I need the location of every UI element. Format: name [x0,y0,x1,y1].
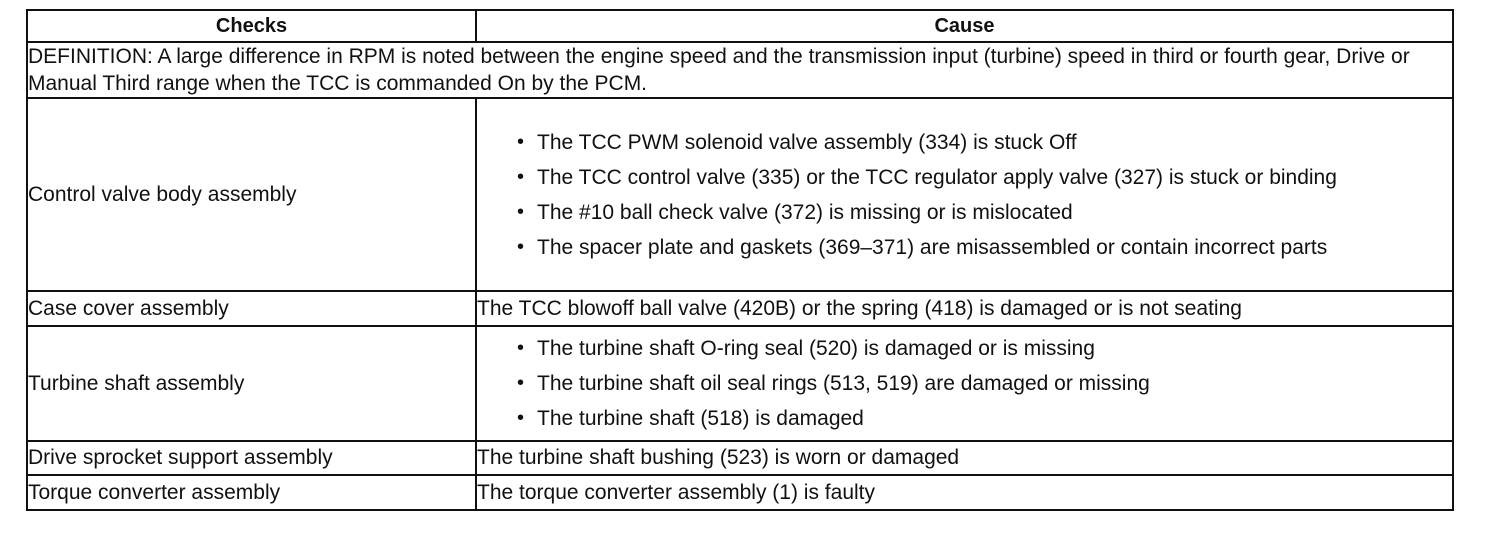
cause-cell: The turbine shaft bushing (523) is worn or damaged [476,441,1453,475]
cause-header: Cause [476,10,1453,42]
check-cell: Case cover assembly [27,291,476,326]
check-cell: Control valve body assembly [27,98,476,291]
cause-item: • The spacer plate and gaskets (369–371) are misassembled or contain incorrect parts [511,230,1446,265]
cause-item: • The #10 ball check valve (372) is missing or is mislocated [511,195,1446,230]
cause-cell: The torque converter assembly (1) is faulty [476,475,1453,510]
cause-list [477,327,1452,440]
table-row [27,475,1453,510]
check-cell: Drive sprocket support assembly [27,441,476,475]
table-row [27,98,1453,291]
cause-item: • The turbine shaft O-ring seal (520) is damaged or is missing [511,331,1446,366]
cause-cell: The TCC blowoff ball valve (420B) or the spring (418) is damaged or is not seating [476,291,1453,326]
diagnosis-table [26,9,1454,511]
cause-cell [476,326,1453,441]
cause-item: • The turbine shaft (518) is damaged [511,401,1446,436]
check-cell: Torque converter assembly [27,475,476,510]
definition-text: DEFINITION: A large difference in RPM is noted between the engine speed and the transmission input (turbine) speed in third or fourth gear, Drive or Manual Third range when the TCC is commanded On by the PCM. [27,42,1453,98]
cause-item: • The TCC control valve (335) or the TCC regulator apply valve (327) is stuck or binding [511,160,1446,195]
table-row [27,326,1453,441]
cause-item: • The TCC PWM solenoid valve assembly (334) is stuck Off [511,125,1446,160]
header-row [27,10,1453,42]
cause-cell [476,98,1453,291]
cause-item: • The turbine shaft oil seal rings (513, 519) are damaged or missing [511,366,1446,401]
definition-row [27,42,1453,98]
table-row [27,291,1453,326]
checks-header: Checks [27,10,476,42]
check-cell: Turbine shaft assembly [27,326,476,441]
table-row [27,441,1453,475]
cause-list [477,121,1452,269]
